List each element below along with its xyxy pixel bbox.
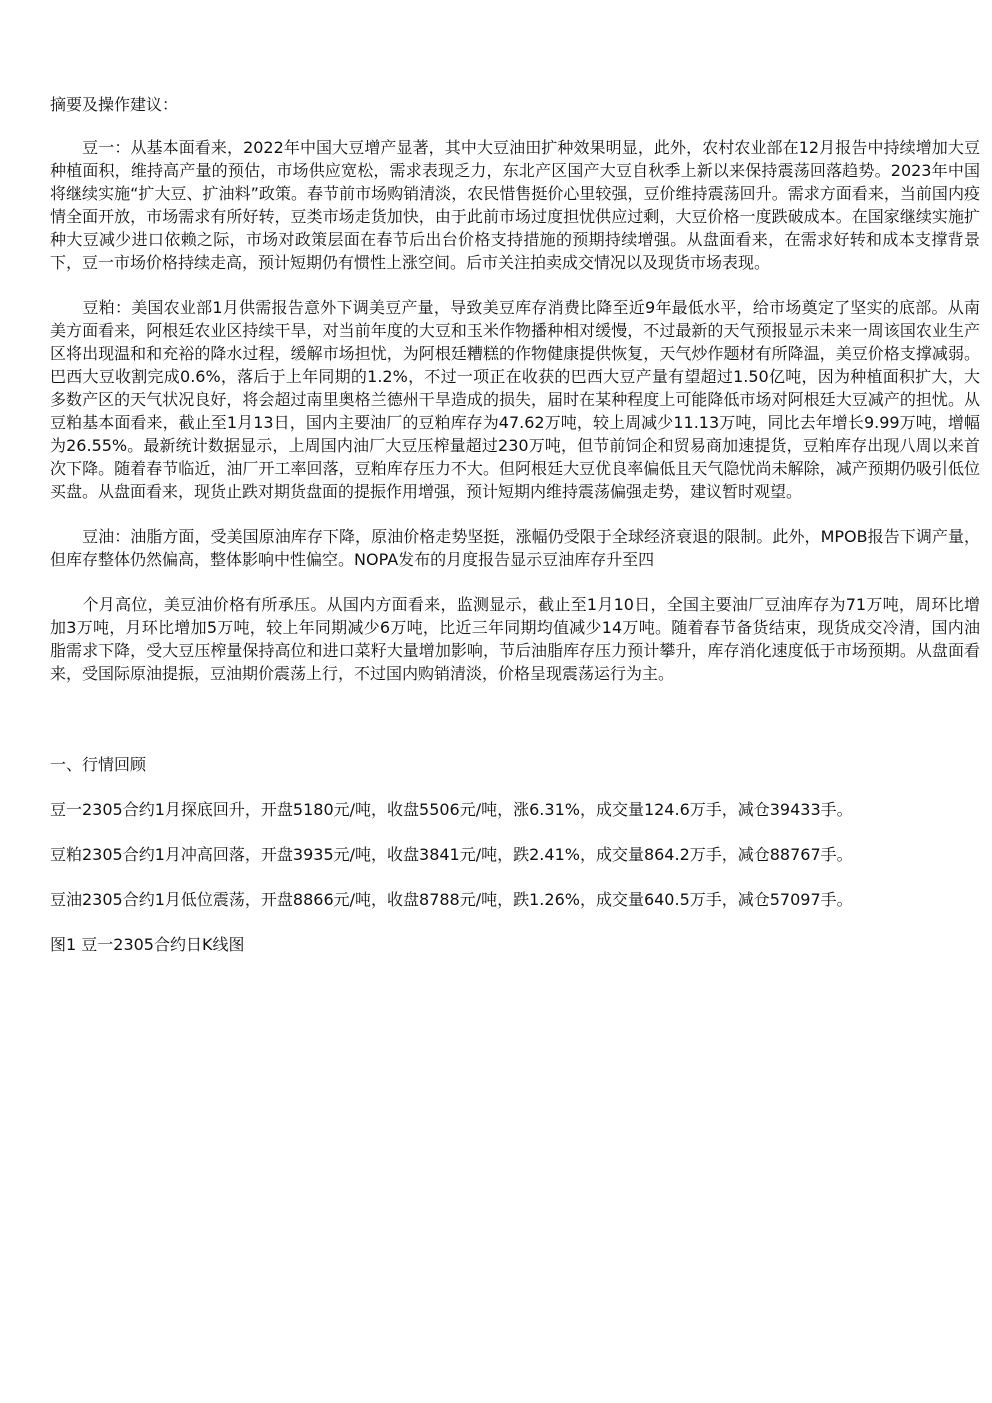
soymeal-paragraph: 豆粕：美国农业部1月供需报告意外下调美豆产量，导致美豆库存消费比降至近9年最低水平，给市场奠定了坚实的底部。从南美方面看来，阿根廷农业区持续干旱，对当前年度的大豆和玉米作物播种相对缓慢，不过最新的天气预报显示未来一周该国农业生产区将出现温和和充裕的降水过程，缓解市场担忧，为阿根廷糟糕的作物健康提供恢复，天气炒作题材有所降温，美豆价格支撑减弱。巴西大豆收割完成0.6%，落后于上年同期的1.2%，不过一项正在收获的巴西大豆产量有望超过1.50亿吨，因为种植面积扩大，大多数产区的天气状况良好，将会超过南里奥格兰德州干旱造成的损失，届时在某种程度上可能降低市场对阿根廷大豆减产的担忧。从豆粕基本面看来，截止至1月13日，国内主要油厂的豆粕库存为47.62万吨，较上周减少11.13万吨，同比去年增长9.99万吨，增幅为26.55%。最新统计数据显示，上周国内油厂大豆压榨量超过230万吨，但节前饲企和贸易商加速提货，豆粕库存出现八周以来首次下降。随着春节临近，油厂开工率回落，豆粕库存压力不大。但阿根廷大豆优良率偏低且天气隐忧尚未解除，减产预期仍吸引低位买盘。从盘面看来，现货止跌对期货盘面的提振作用增强，预计短期内维持震荡偏强走势，建议暂时观望。 bbox=[50, 298, 980, 501]
soyoil-paragraph-2: 个月高位，美豆油价格有所承压。从国内方面看来，监测显示，截止至1月10日，全国主要油厂豆油库存为71万吨，周环比增加3万吨，月环比增加5万吨，较上年同期减少6万吨，比近三年同期均值减少14万吨。随着春节备货结束，现货成交冷清，国内油脂需求下降，受大豆压榨量保持高位和进口菜籽大量增加影响，节后油脂库存压力预计攀升，库存消化速度低于市场预期。从盘面看来，受国际原油提振，豆油期价震荡上行，不过国内购销清淡，价格呈现震荡运行为主。 bbox=[50, 595, 980, 683]
review-line-soybean1: 豆一2305合约1月探底回升，开盘5180元/吨，收盘5506元/吨，涨6.31%，成交量124.6万手，减仓39433手。 bbox=[50, 800, 853, 819]
soybean1-paragraph: 豆一：从基本面看来，2022年中国大豆增产显著，其中大豆油田扩种效果明显，此外，农村农业部在12月报告中持续增加大豆种植面积，维持高产量的预估，市场供应宽松，需求表现乏力，东北产区国产大豆自秋季上新以来保持震荡回落趋势。2023年中国将继续实施“扩大豆、扩油料”政策。春节前市场购销清淡，农民惜售挺价心里较强，豆价维持震荡回升。需求方面看来，当前国内疫情全面开放，市场需求有所好转，豆类市场走货加快，由于此前市场过度担忧供应过剩，大豆价格一度跌破成本。在国家继续实施扩种大豆减少进口依赖之际，市场对政策层面在春节后出台价格支持措施的预期持续增强。从盘面看来，在需求好转和成本支撑背景下，豆一市场价格持续走高，预计短期仍有惯性上涨空间。后市关注拍卖成交情况以及现货市场表现。 bbox=[50, 138, 980, 272]
soyoil-paragraph-1: 豆油：油脂方面，受美国原油库存下降，原油价格走势坚挺，涨幅仍受限于全球经济衰退的限制。此外，MPOB报告下调产量，但库存整体仍然偏高，整体影响中性偏空。NOPA发布的月度报告显示豆油库存升至四 bbox=[50, 527, 980, 569]
figure-caption: 图1 豆一2305合约日K线图 bbox=[50, 935, 245, 954]
document-body bbox=[50, 93, 980, 956]
section-title-market-review: 一、行情回顾 bbox=[50, 755, 147, 774]
review-line-soymeal: 豆粕2305合约1月冲高回落，开盘3935元/吨，收盘3841元/吨，跌2.41%，成交量864.2万手，减仓88767手。 bbox=[50, 845, 853, 864]
summary-title: 摘要及操作建议： bbox=[50, 95, 179, 114]
review-line-soyoil: 豆油2305合约1月低位震荡，开盘8866元/吨，收盘8788元/吨，跌1.26%，成交量640.5万手，减仓57097手。 bbox=[50, 890, 853, 909]
